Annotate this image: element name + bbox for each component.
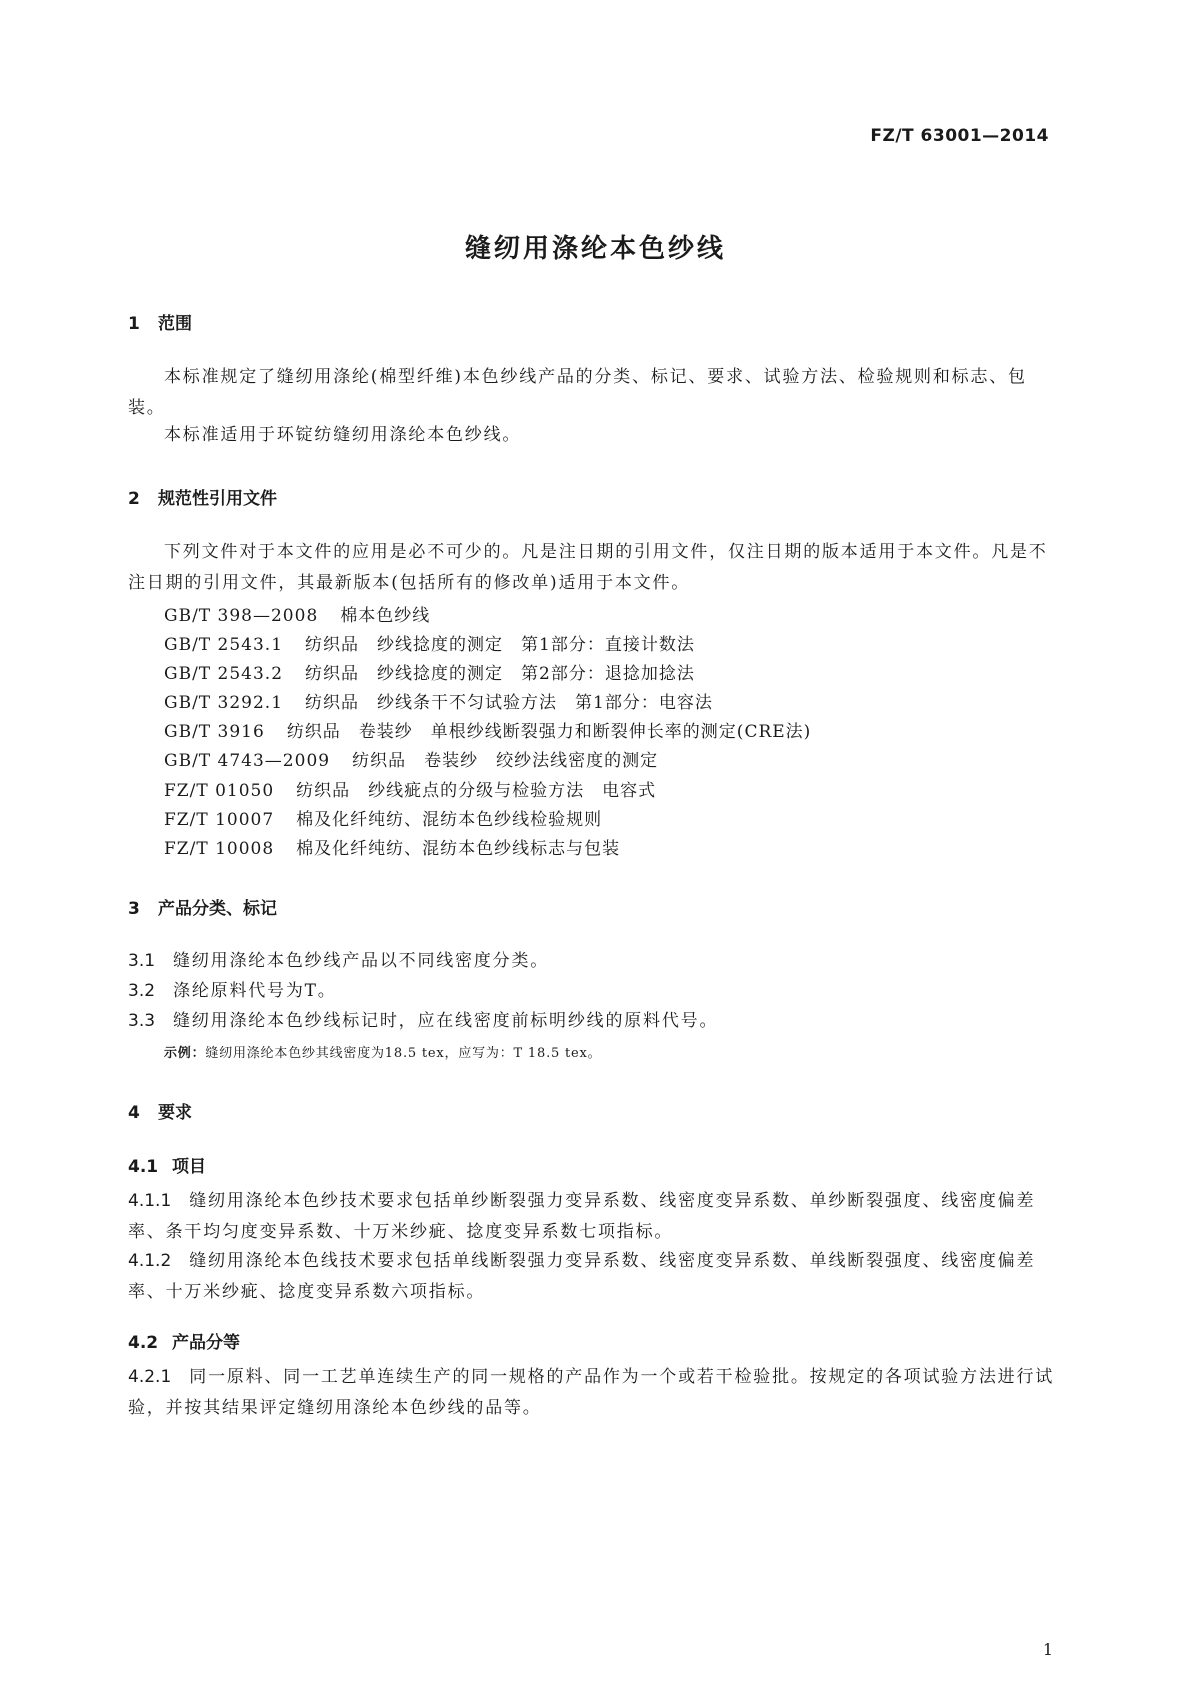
reference-title: 纺织品 纱线疵点的分级与检验方法 电容式 (296, 781, 657, 801)
reference-code: FZ/T 01050 (164, 781, 275, 801)
example-label: 示例： (164, 1046, 206, 1061)
reference-code: GB/T 4743—2009 (164, 751, 331, 771)
subsection-number: 4.1 (128, 1157, 159, 1177)
clause-3-3 (128, 1006, 1062, 1037)
reference-code: GB/T 2543.2 (164, 664, 284, 684)
clause-3-2 (128, 976, 1062, 1007)
reference-item (164, 630, 695, 655)
clause-text: 缝纫用涤纶本色纱线标记时，应在线密度前标明纱线的原料代号。 (173, 1011, 719, 1031)
clause-number: 3.3 (128, 1011, 156, 1031)
section-heading-normative-references (128, 484, 277, 509)
reference-code: GB/T 398—2008 (164, 606, 319, 626)
page-number: 1 (1042, 1640, 1053, 1659)
reference-item (164, 601, 430, 626)
reference-item (164, 834, 620, 859)
paragraph: 下列文件对于本文件的应用是必不可少的。凡是注日期的引用文件，仅注日期的版本适用于本文件。凡是不注日期的引用文件，其最新版本(包括所有的修改单)适用于本文件。 (128, 542, 1048, 593)
section-number: 2 (128, 489, 140, 509)
section-title: 产品分类、标记 (158, 899, 277, 919)
reference-title: 纺织品 卷装纱 绞纱法线密度的测定 (352, 751, 659, 771)
reference-title: 棉及化纤纯纺、混纺本色纱线标志与包装 (296, 839, 621, 859)
section-title: 规范性引用文件 (158, 489, 277, 509)
reference-title: 棉及化纤纯纺、混纺本色纱线检验规则 (296, 810, 603, 830)
section-number: 4 (128, 1103, 140, 1123)
clause-text: 缝纫用涤纶本色线技术要求包括单线断裂强力变异系数、线密度变异系数、单线断裂强度、线密度偏差率、十万米纱疵、捻度变异系数六项指标。 (128, 1251, 1036, 1302)
clause-text: 缝纫用涤纶本色纱技术要求包括单纱断裂强力变异系数、线密度变异系数、单纱断裂强度、线密度偏差率、条干均匀度变异系数、十万米纱疵、捻度变异系数七项指标。 (128, 1191, 1036, 1242)
paragraph: 本标准规定了缝纫用涤纶(棉型纤维)本色纱线产品的分类、标记、要求、试验方法、检验规则和标志、包装。 (128, 367, 1027, 418)
reference-item (164, 746, 658, 771)
clause-text: 涤纶原料代号为T。 (173, 981, 337, 1001)
section-title: 范围 (158, 314, 192, 334)
reference-code: GB/T 2543.1 (164, 635, 284, 655)
reference-item (164, 805, 602, 830)
section-number: 3 (128, 899, 140, 919)
subsection-heading-grading (128, 1328, 240, 1353)
example-text: 缝纫用涤纶本色纱其线密度为18.5 tex，应写为：T 18.5 tex。 (205, 1046, 602, 1061)
clause-number: 3.1 (128, 951, 156, 971)
clause-number: 4.2.1 (128, 1367, 172, 1387)
reference-title: 纺织品 纱线条干不匀试验方法 第1部分：电容法 (305, 693, 713, 713)
subsection-title: 项目 (172, 1157, 206, 1177)
subsection-number: 4.2 (128, 1333, 159, 1353)
reference-item (164, 776, 656, 801)
reference-title: 纺织品 纱线捻度的测定 第1部分：直接计数法 (305, 635, 695, 655)
reference-item (164, 717, 811, 742)
clause-number: 3.2 (128, 981, 156, 1001)
reference-code: FZ/T 10008 (164, 839, 275, 859)
reference-title: 纺织品 卷装纱 单根纱线断裂强力和断裂伸长率的测定(CRE法) (286, 722, 812, 742)
subsection-heading-items (128, 1152, 206, 1177)
reference-code: GB/T 3292.1 (164, 693, 284, 713)
reference-code: FZ/T 10007 (164, 810, 275, 830)
section-number: 1 (128, 314, 140, 334)
subsection-title: 产品分等 (172, 1333, 240, 1353)
clause-text: 缝纫用涤纶本色纱线产品以不同线密度分类。 (173, 951, 550, 971)
section-title: 要求 (158, 1103, 192, 1123)
clause-text: 同一原料、同一工艺单连续生产的同一规格的产品作为一个或若干检验批。按规定的各项试验方法进行试验，并按其结果评定缝纫用涤纶本色纱线的品等。 (128, 1367, 1055, 1418)
section-heading-scope (128, 309, 192, 334)
reference-title: 纺织品 纱线捻度的测定 第2部分：退捻加捻法 (305, 664, 695, 684)
reference-title: 棉本色纱线 (340, 606, 431, 626)
clause-4-2-1 (128, 1362, 1062, 1424)
clause-number: 4.1.2 (128, 1251, 172, 1271)
reference-item (164, 688, 713, 713)
reference-code: GB/T 3916 (164, 722, 265, 742)
reference-item (164, 659, 695, 684)
section-heading-requirements (128, 1098, 192, 1123)
standard-code: FZ/T 63001—2014 (870, 126, 1049, 146)
clause-3-1 (128, 946, 1062, 977)
clause-number: 4.1.1 (128, 1191, 172, 1211)
document-title: 缝纫用涤纶本色纱线 (464, 234, 726, 264)
example-note (164, 1042, 601, 1061)
clause-4-1-1 (128, 1186, 1062, 1248)
section-heading-classification (128, 894, 277, 919)
clause-4-1-2 (128, 1246, 1062, 1308)
paragraph: 本标准适用于环锭纺缝纫用涤纶本色纱线。 (164, 425, 522, 445)
